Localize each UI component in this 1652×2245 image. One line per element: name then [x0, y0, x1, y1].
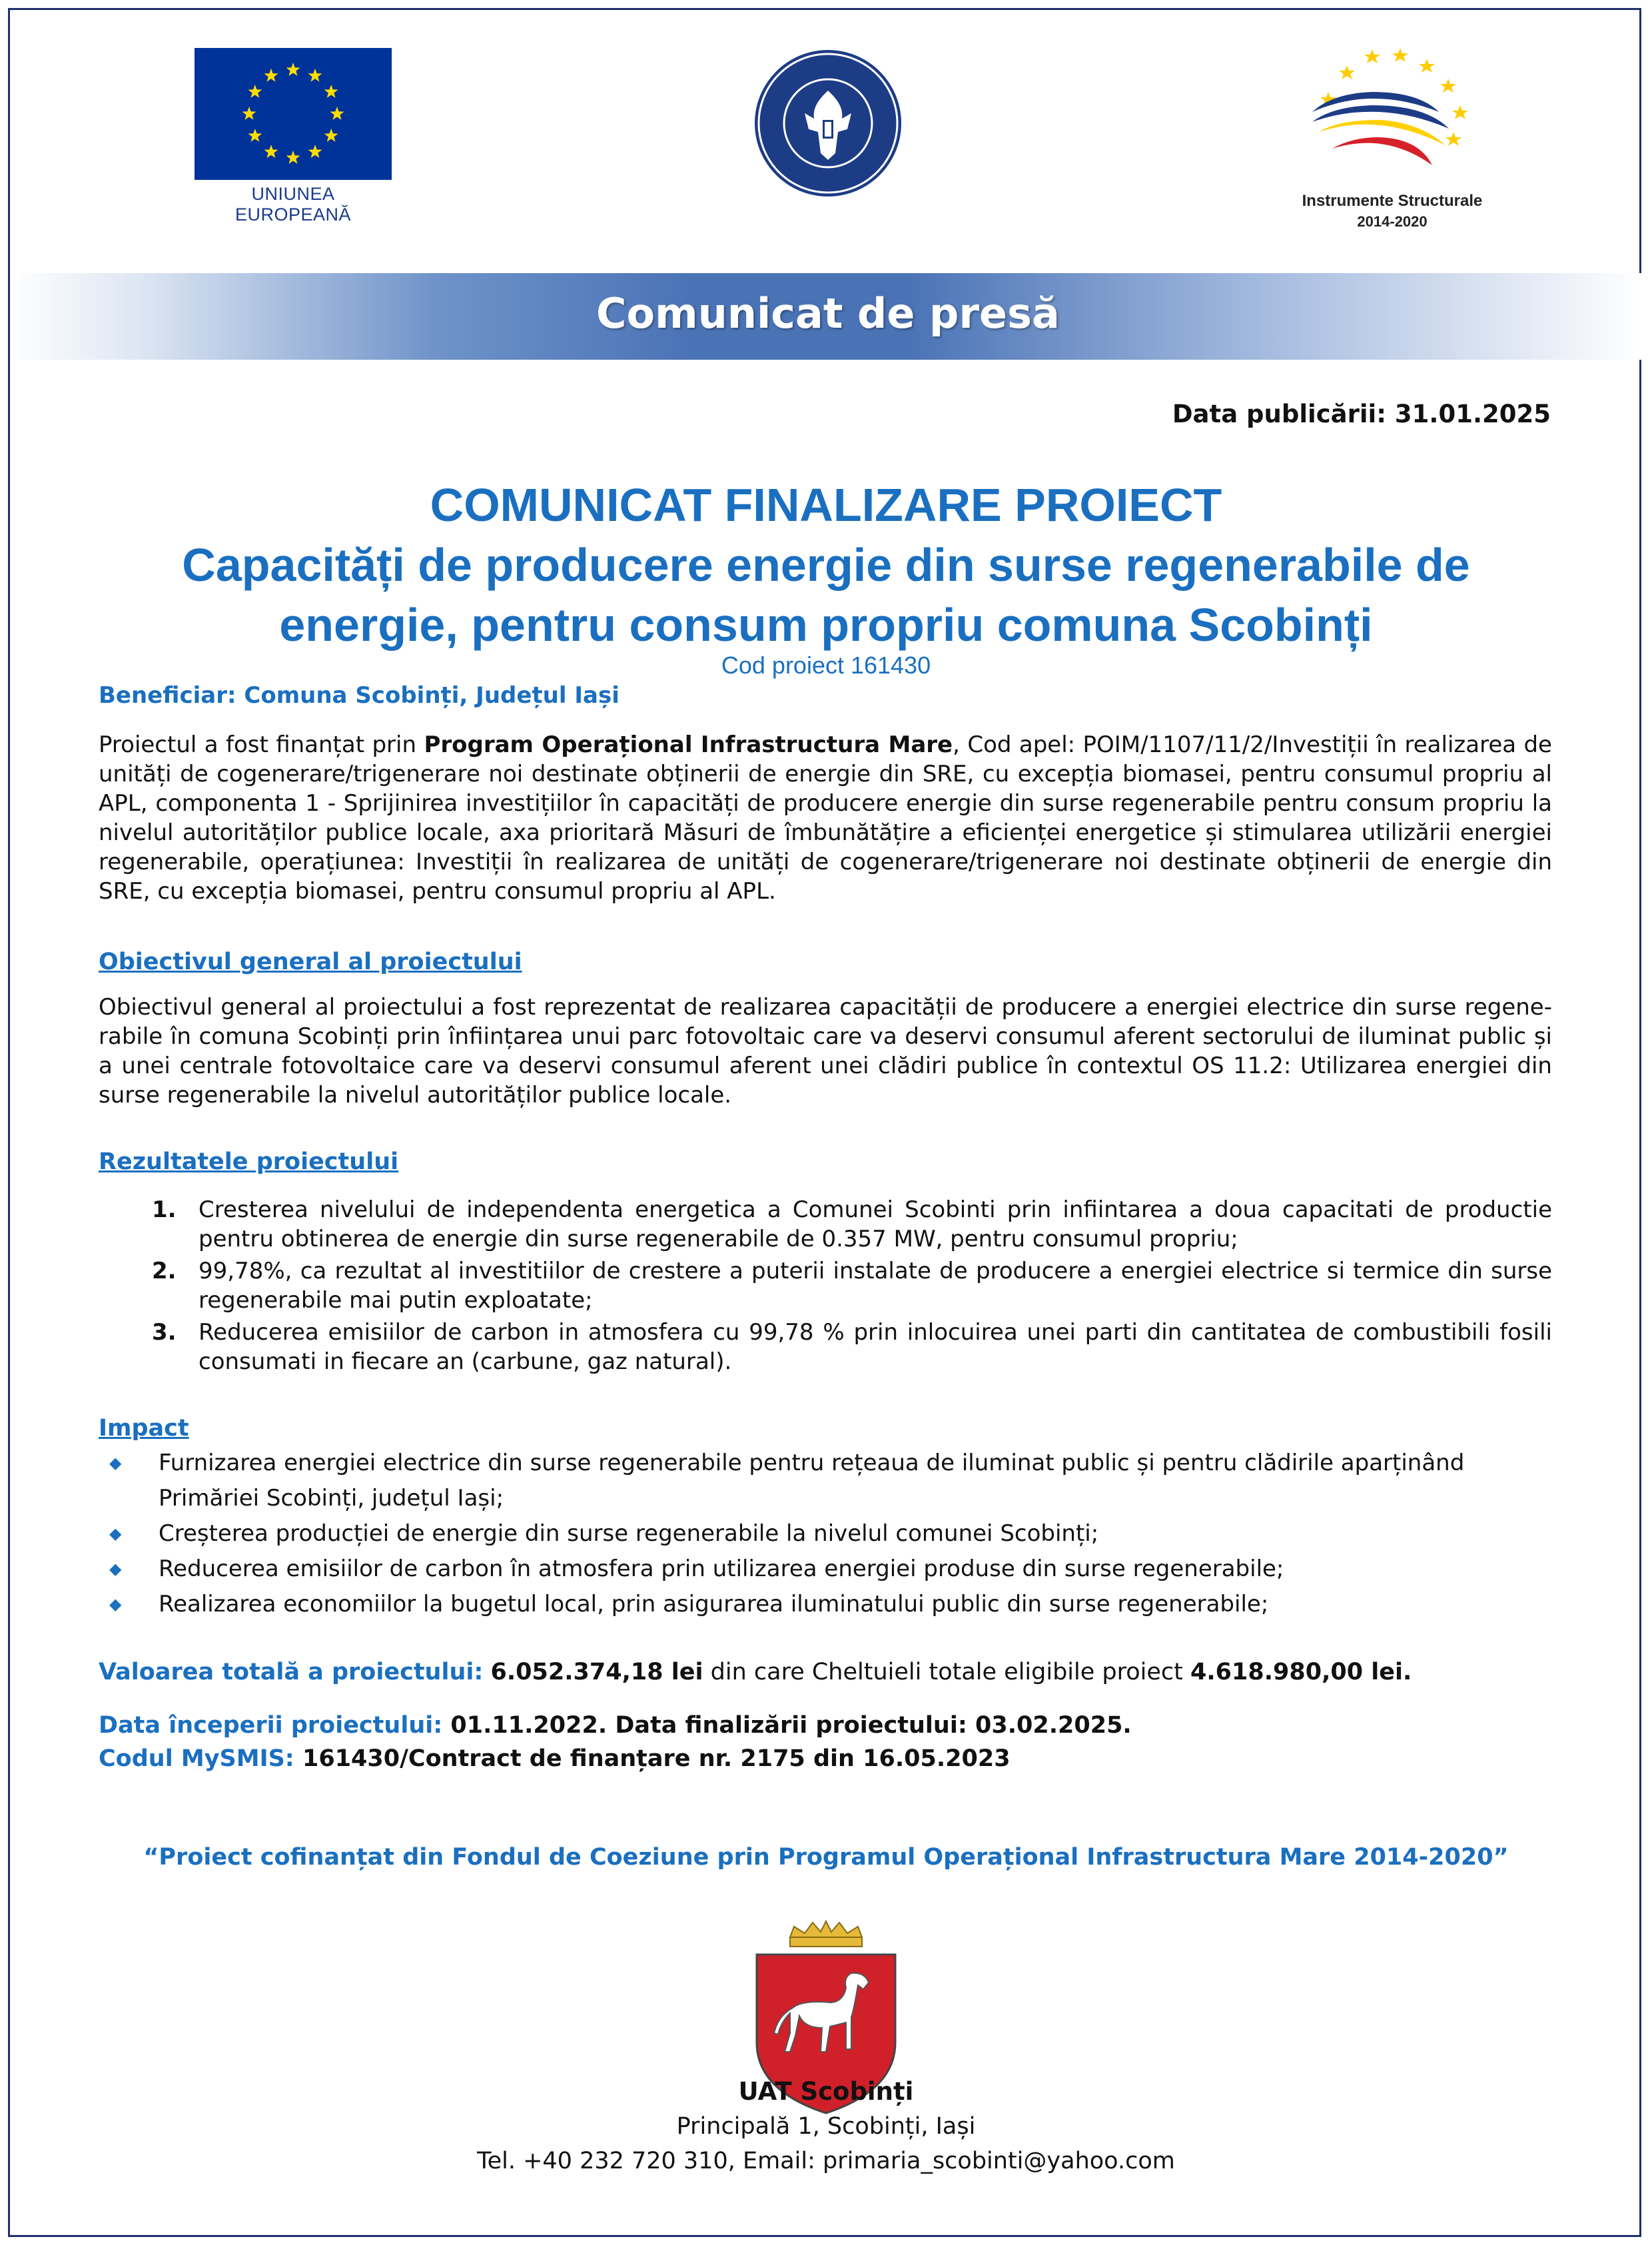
intro-paragraph	[99, 730, 1552, 906]
uat-contact: Tel. +40 232 720 310, Email: primaria_scobinti@yahoo.com	[477, 2148, 1175, 2174]
government-logo	[751, 47, 905, 200]
list-item-text: Realizarea economiilor la bugetul local, prin asigurarea iluminatului public din surse regenerabile;	[159, 1591, 1269, 1617]
mysmis-label: Codul MySMIS:	[99, 1745, 294, 1772]
objective-paragraph: Obiectivul general al proiectului a fost reprezentat de realizarea capacității de producere a energiei electrice din surse regene-rabile în comuna Scobinți prin înființarea unui parc fotovoltaic care va deservi consumul aferent sectorului de iluminat public și a unei centrale fotovoltaice care va deservi consumul aferent unei clădiri publice în contextul OS 11.2: Utilizarea energiei din surse regenerabile la nivelul autorităților publice locale.	[99, 994, 1552, 1109]
cofinancing-quote: “Proiect cofinanțat din Fondul de Coeziune prin Programul Operațional Infrastructura Mare 2014-2020”	[143, 1844, 1509, 1871]
list-item-number: 3.	[152, 1319, 177, 1346]
project-value-middle: din care Cheltuieli totale eligibile proiect	[703, 1659, 1191, 1685]
publication-date-value: 31.01.2025	[1394, 400, 1551, 428]
mysmis-code	[99, 1745, 1011, 1772]
banner-title: Comunicat de presă	[596, 289, 1060, 338]
list-item-number: 1.	[152, 1196, 177, 1223]
press-release-banner	[10, 273, 1642, 360]
list-item	[99, 1446, 1552, 1516]
list-item	[99, 1587, 1552, 1622]
publication-date	[1172, 400, 1551, 428]
list-item	[99, 1318, 1552, 1376]
diamond-bullet-icon: ◆	[109, 1560, 122, 1578]
results-list	[99, 1195, 1552, 1379]
document-title: COMUNICAT FINALIZARE PROIECT	[430, 479, 1222, 531]
list-item	[99, 1516, 1552, 1552]
project-value	[99, 1659, 1412, 1685]
instrumente-structurale-period: 2014-2020	[1357, 213, 1428, 230]
list-item	[99, 1552, 1552, 1587]
start-date-label: Data începerii proiectului:	[99, 1712, 443, 1739]
project-dates-value: 01.11.2022. Data finalizării proiectului: 03.02.2025.	[442, 1712, 1132, 1739]
project-title-line2: energie, pentru consum propriu comuna Scobinți	[279, 599, 1373, 651]
project-value-label: Valoarea totală a proiectului:	[99, 1659, 484, 1685]
project-title-line1: Capacități de producere energie din surse regenerabile de	[182, 539, 1470, 591]
objective-heading: Obiectivul general al proiectului	[99, 949, 522, 975]
impact-list	[99, 1446, 1552, 1622]
instrumente-structurale-text: Instrumente Structurale	[1302, 192, 1483, 210]
list-item-text: Cresterea nivelului de independenta energetica a Comunei Scobinti prin infiintarea a doua capacitati de productie pentru obtinerea de energie din surse regenerabile de 0.357 MW, pentru consumul propriu;	[199, 1196, 1552, 1252]
diamond-bullet-icon: ◆	[109, 1595, 122, 1613]
eu-logo	[195, 48, 392, 224]
list-item-text: Reducerea emisiilor de carbon in atmosfera cu 99,78 % prin inlocuirea unei parti din cantitatea de combustibili fosili consumati in fiecare an (carbune, gaz natural).	[199, 1319, 1552, 1375]
project-total-value: 6.052.374,18 lei	[490, 1659, 703, 1685]
list-item	[99, 1195, 1552, 1254]
project-code: Cod proiect 161430	[721, 652, 931, 679]
list-item-number: 2.	[152, 1258, 177, 1284]
list-item-text: Furnizarea energiei electrice din surse regenerabile pentru rețeaua de iluminat public și pentru clădirile aparținând Primăriei Scobinți, județul Iași;	[159, 1450, 1465, 1512]
list-item-text: 99,78%, ca rezultat al investitiilor de crestere a puterii instalate de producere a energiei electrice si termice din surse regenerabile mai putin exploatate;	[199, 1258, 1552, 1314]
diamond-bullet-icon: ◆	[109, 1454, 122, 1472]
mysmis-value: 161430/Contract de finanțare nr. 2175 din 16.05.2023	[294, 1745, 1011, 1772]
program-name: Program Operațional Infrastructura Mare	[424, 731, 953, 758]
list-item	[99, 1256, 1552, 1315]
instrumente-structurale-logo	[1286, 39, 1499, 238]
diamond-bullet-icon: ◆	[109, 1524, 122, 1543]
impact-heading: Impact	[99, 1415, 189, 1442]
project-dates	[99, 1712, 1132, 1739]
publication-date-label: Data publicării:	[1172, 400, 1387, 428]
results-heading: Rezultatele proiectului	[99, 1148, 399, 1175]
uat-name: UAT Scobinți	[738, 2077, 914, 2106]
intro-text-start: Proiectul a fost finanțat prin	[99, 731, 424, 758]
beneficiary: Beneficiar: Comuna Scobinți, Județul Iași	[99, 682, 620, 709]
intro-text-rest: , Cod apel: POIM/1107/11/2/Investiții în realizarea de unități de cogenerare/trigenerare noi destinate obținerii de energie din SRE, cu excepția biomasei, pentru consumul propriu al APL, componenta 1 - Sprijinirea investițiilor în capacități de producere energie din surse regenerabile pentru consum propriu la nivelul autorităților publice locale, axa prioritară Măsuri de îmbunătățire a eficienței energetice și stimularea utilizării energiei regenerabile, operațiunea: Investiții în realizarea de unități de cogenerare/trigenerare noi destinate obținerii de energie din SRE, cu excepția biomasei, pentru consumul propriu al APL.	[99, 731, 1552, 905]
project-eligible-value: 4.618.980,00 lei.	[1190, 1659, 1412, 1685]
uat-address: Principală 1, Scobinți, Iași	[676, 2113, 976, 2140]
list-item-text: Reducerea emisiilor de carbon în atmosfera prin utilizarea energiei produse din surse regenerabile;	[159, 1556, 1284, 1582]
structural-instruments-icon	[1286, 39, 1499, 192]
eu-flag-icon	[195, 48, 392, 180]
list-item-text: Creșterea producției de energie din surse regenerabile la nivelul comunei Scobinți;	[159, 1520, 1099, 1547]
government-seal-icon	[751, 47, 905, 200]
eu-logo-text: UNIUNEA EUROPEANĂ	[234, 184, 352, 224]
